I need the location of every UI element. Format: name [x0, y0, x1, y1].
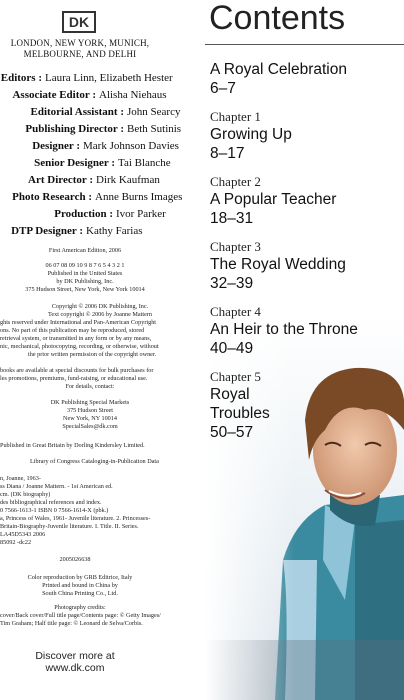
- published-by: by DK Publishing, Inc.: [56, 278, 114, 285]
- print-numbers: 06 07 08 09 10 9 8 7 6 5 4 3 2 1: [45, 262, 125, 269]
- toc-entry-chapter-3[interactable]: [210, 239, 346, 293]
- contents-title: Contents: [209, 0, 346, 37]
- toc-title: An Heir to the Throne: [210, 321, 358, 338]
- dk-logo: DK: [62, 11, 96, 33]
- copyright-line: Copyright © 2006 DK Publishing, Inc.: [51, 303, 149, 310]
- toc-pages: 40–49: [210, 340, 254, 357]
- cip-line: 85092 -dc22: [0, 539, 32, 546]
- credit-row: Editorial Assistant : John Searcy: [30, 106, 181, 118]
- copyright-line: retrieval system, or transmitted in any form or by any means,: [0, 335, 152, 342]
- contents-panel: [205, 0, 404, 700]
- toc-pages: 18–31: [210, 210, 254, 227]
- toc-pages: 8–17: [210, 145, 245, 162]
- credit-row: Production : Ivor Parker: [54, 208, 166, 220]
- published-in: Published in the United States: [47, 270, 123, 277]
- credit-row: Photo Research : Anne Burns Images: [12, 191, 183, 203]
- toc-entry-intro[interactable]: [210, 60, 347, 98]
- credits-list: [0, 70, 205, 240]
- toc-chapter-number: Chapter 4: [210, 304, 261, 319]
- photo-credits-line: Photography credits:: [54, 604, 106, 611]
- toc-title: A Popular Teacher: [210, 191, 337, 208]
- credit-row: Art Director : Dirk Kaufman: [28, 174, 160, 186]
- cip-line: ss Diana / Joanne Mattern. - 1st American ed.: [0, 483, 113, 490]
- cip-line: 0 7566-1613-1 ISBN 0 7566-1614-X (pbk.): [0, 507, 109, 514]
- special-markets-line: New York, NY 10014: [63, 415, 117, 422]
- toc-chapter-number: Chapter 3: [210, 239, 261, 254]
- special-sales-line: books are available at special discounts for bulk purchases for: [0, 367, 154, 374]
- first-edition: First American Edition, 2006: [48, 247, 122, 254]
- toc-title-line-2: Troubles: [210, 405, 270, 422]
- color-reproduction-line: South China Printing Co., Ltd.: [42, 590, 118, 597]
- copyright-line: the prior written permission of the copyright owner.: [28, 351, 157, 358]
- credit-row: Designer : Mark Johnson Davies: [32, 140, 179, 152]
- toc-chapter-number: Chapter 2: [210, 174, 261, 189]
- toc-chapter-number: Chapter 1: [210, 109, 261, 124]
- cip-number: 2005026638: [59, 556, 91, 563]
- photo-credits-line: cover/Back cover/Full title page/Contents page: © Getty Images/: [0, 612, 161, 619]
- special-sales-line: les promotions, premiums, fund-raising, or educational use.: [0, 375, 148, 382]
- cip-heading: Library of Congress Cataloging-in-Publication Data: [30, 458, 159, 465]
- toc-chapter-number: Chapter 5: [210, 369, 261, 384]
- special-markets-line: DK Publishing Special Markets: [50, 399, 130, 406]
- cip-line: des bibliographical references and index.: [0, 499, 102, 506]
- copyright-line: ons. No part of this publication may be reproduced, stored: [0, 327, 145, 334]
- toc-entry-chapter-1[interactable]: [210, 109, 292, 163]
- special-sales-line: For details, contact:: [65, 383, 115, 390]
- cip-line: cm. (DK biography): [0, 491, 51, 498]
- title-rule: [205, 44, 404, 45]
- toc-pages: 50–57: [210, 424, 254, 441]
- printed-great-britain: Published in Great Britain by Dorling Kindersley Limited.: [0, 442, 145, 449]
- website-link[interactable]: www.dk.com: [45, 662, 105, 674]
- credit-row: Senior Designer : Tai Blanche: [34, 157, 171, 169]
- discover-more-label: Discover more at: [35, 650, 115, 662]
- toc-title-line-1: Royal: [210, 386, 250, 403]
- toc-title: Growing Up: [210, 126, 292, 143]
- copyright-line: Text copyright © 2006 by Joanne Mattern: [48, 311, 152, 318]
- toc-pages: 32–39: [210, 275, 254, 292]
- cip-line: Britain-Biography-Juvenile literature. I. Title. II. Series.: [0, 523, 139, 530]
- publisher-cities-line-1: LONDON, NEW YORK, MUNICH,: [10, 38, 150, 48]
- copyright-line: ghts reserved under International and Pan-American Copyright: [0, 319, 157, 326]
- toc-pages: 6–7: [210, 80, 236, 97]
- toc-title: A Royal Celebration: [210, 61, 347, 78]
- publisher-cities-line-2: MELBOURNE, AND DELHI: [23, 49, 137, 59]
- special-markets-line: SpecialSales@dk.com: [62, 423, 118, 430]
- credit-row: DTP Designer : Kathy Farias: [11, 225, 143, 237]
- photo-credits-line: Tim Graham; Half title page: © Leonard de Selva/Corbis.: [0, 620, 143, 627]
- cip-line: LA45D5343 2006: [0, 531, 46, 538]
- cip-line: a, Princess of Wales, 1961- Juvenile literature. 2. Princesses-: [0, 515, 151, 522]
- color-reproduction-line: Color reproduction by GRB Editrice, Italy: [27, 574, 133, 581]
- special-markets-line: 375 Hudson Street: [66, 407, 114, 414]
- toc-entry-chapter-5[interactable]: [210, 369, 270, 442]
- cip-line: n, Joanne, 1963-: [0, 475, 41, 482]
- credit-row: Associate Editor : Alisha Niehaus: [12, 89, 167, 101]
- color-reproduction-line: Printed and bound in China by: [42, 582, 118, 589]
- credit-row: Editors : Laura Linn, Elizabeth Hester: [0, 72, 173, 84]
- credit-row: Publishing Director : Beth Sutinis: [25, 123, 182, 135]
- publisher-address: 375 Hudson Street, New York, New York 10014: [25, 286, 145, 293]
- copyright-line: nic, mechanical, photocopying, recording, or otherwise, without: [0, 343, 159, 350]
- toc-entry-chapter-2[interactable]: [210, 174, 336, 228]
- toc-entry-chapter-4[interactable]: [210, 304, 358, 358]
- toc-title: The Royal Wedding: [210, 256, 346, 273]
